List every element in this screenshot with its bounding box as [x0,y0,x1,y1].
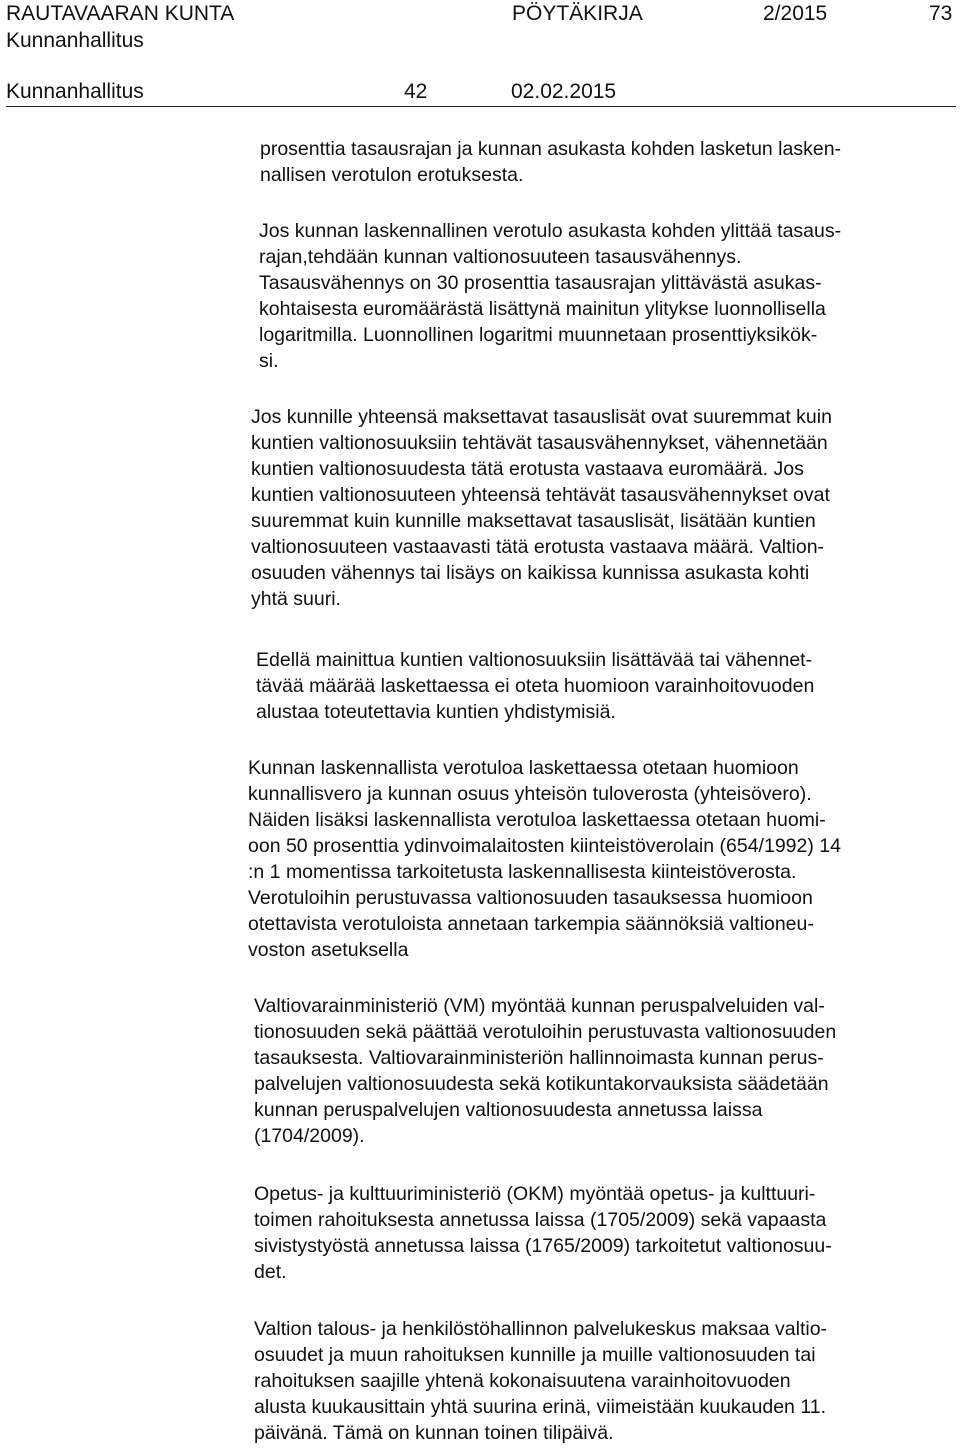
text-line: Edellä mainittua kuntien valtionosuuksiin lisättävää tai vähennet- [256,649,813,671]
text-line: Kunnan laskennallista verotuloa laskettaessa otetaan huomioon [248,757,799,779]
text-line: yhtä suuri. [251,588,341,610]
text-line: kunnan peruspalvelujen valtionosuudesta annetussa laissa [254,1099,763,1121]
text-line: päivänä. Tämä on kunnan toinen tilipäivä. [254,1422,614,1444]
text-line: otettavista verotuloista annetaan tarkempia säännöksiä valtioneu- [248,913,814,935]
text-line: tävää määrää laskettaessa ei oteta huomioon varainhoitovuoden [256,675,815,697]
text-line: :n 1 momentissa tarkoitetusta laskennallisesta kiinteistöverosta. [248,861,797,883]
document-number: 2/2015 [763,2,828,25]
text-line: Jos kunnan laskennallinen verotulo asukasta kohden ylittää tasaus- [259,220,842,242]
text-line: kuntien valtionosuuteen yhteensä tehtävät tasausvähennykset ovat [251,484,830,506]
paragraph-2 [259,218,841,374]
body-name: Kunnanhallitus [6,29,144,52]
document-type: PÖYTÄKIRJA [512,2,643,25]
text-line: voston asetuksella [248,939,409,961]
page-number: 73 [929,2,953,25]
text-line: Näiden lisäksi laskennallista verotuloa laskettaessa otetaan huomi- [248,809,826,831]
text-line: palvelujen valtionosuudesta sekä kotikuntakorvauksista säädetään [254,1073,829,1095]
text-line: nallisen verotulon erotuksesta. [260,164,524,186]
text-line: Valtiovarainministeriö (VM) myöntää kunnan peruspalveluiden val- [254,995,825,1017]
text-line: kuntien valtionosuuksiin tehtävät tasausvähennykset, vähennetään [251,432,828,454]
text-line: logaritmilla. Luonnollinen logaritmi muunnetaan prosenttiyksikök- [259,324,818,346]
text-line: suuremmat kuin kunnille maksettavat tasauslisät, lisätään kuntien [251,510,816,532]
meeting-date: 02.02.2015 [511,80,617,103]
meeting-body: Kunnanhallitus [6,80,144,103]
paragraph-3 [251,404,832,612]
text-line: Jos kunnille yhteensä maksettavat tasauslisät ovat suuremmat kuin [251,406,832,428]
text-line: alustaa toteutettavia kuntien yhdistymisiä. [256,701,616,723]
text-line: valtionosuuteen vastaavasti tätä erotusta vastaava määrä. Valtion- [251,536,825,558]
paragraph-7 [254,1181,832,1285]
text-line: oon 50 prosenttia ydinvoimalaitosten kiinteistöverolain (654/1992) 14 [248,835,841,857]
text-line: osuudet ja muun rahoituksen kunnille ja muille valtionosuuden tai [254,1344,816,1366]
paragraph-1 [260,136,841,188]
text-line: osuuden vähennys tai lisäys on kaikissa kunnissa asukasta kohti [251,562,810,584]
text-line: kuntien valtionosuudesta tätä erotusta vastaava euromäärä. Jos [251,458,804,480]
text-line: Valtion talous- ja henkilöstöhallinnon palvelukeskus maksaa valtio- [254,1318,828,1340]
text-line: kunnallisvero ja kunnan osuus yhteisön tuloverosta (yhteisövero). [248,783,812,805]
text-line: toimen rahoituksesta annetussa laissa (1705/2009) sekä vapaasta [254,1209,827,1231]
text-line: prosenttia tasausrajan ja kunnan asukasta kohden lasketun lasken- [260,138,842,160]
text-line: alusta kuukausittain yhtä suurina erinä, viimeistään kuukauden 11. [254,1396,826,1418]
text-line: rajan,tehdään kunnan valtionosuuteen tasausvähennys. [259,246,742,268]
paragraph-4 [256,647,814,725]
text-line: si. [259,350,279,372]
text-line: (1704/2009). [254,1125,365,1147]
text-line: kohtaisesta euromäärästä lisättynä mainitun ylitykse luonnollisella [259,298,826,320]
header-divider [6,106,956,107]
paragraph-5 [248,755,841,963]
text-line: sivistystyöstä annetussa laissa (1765/2009) tarkoitetut valtionosuu- [254,1235,832,1257]
section-number: 42 [404,80,428,103]
text-line: rahoituksen saajille yhtenä kokonaisuutena varainhoitovuoden [254,1370,791,1392]
text-line: tionosuuden sekä päättää verotuloihin perustuvasta valtionosuuden [254,1021,837,1043]
text-line: Opetus- ja kulttuuriministeriö (OKM) myöntää opetus- ja kulttuuri- [254,1183,816,1205]
paragraph-8 [254,1316,827,1446]
text-line: det. [254,1261,287,1283]
text-line: tasauksesta. Valtiovarainministeriön hallinnoimasta kunnan perus- [254,1047,824,1069]
paragraph-6 [254,993,836,1149]
text-line: Verotuloihin perustuvassa valtionosuuden tasauksessa huomioon [248,887,813,909]
organization-name: RAUTAVAARAN KUNTA [6,2,235,25]
text-line: Tasausvähennys on 30 prosenttia tasausrajan ylittävästä asukas- [259,272,822,294]
